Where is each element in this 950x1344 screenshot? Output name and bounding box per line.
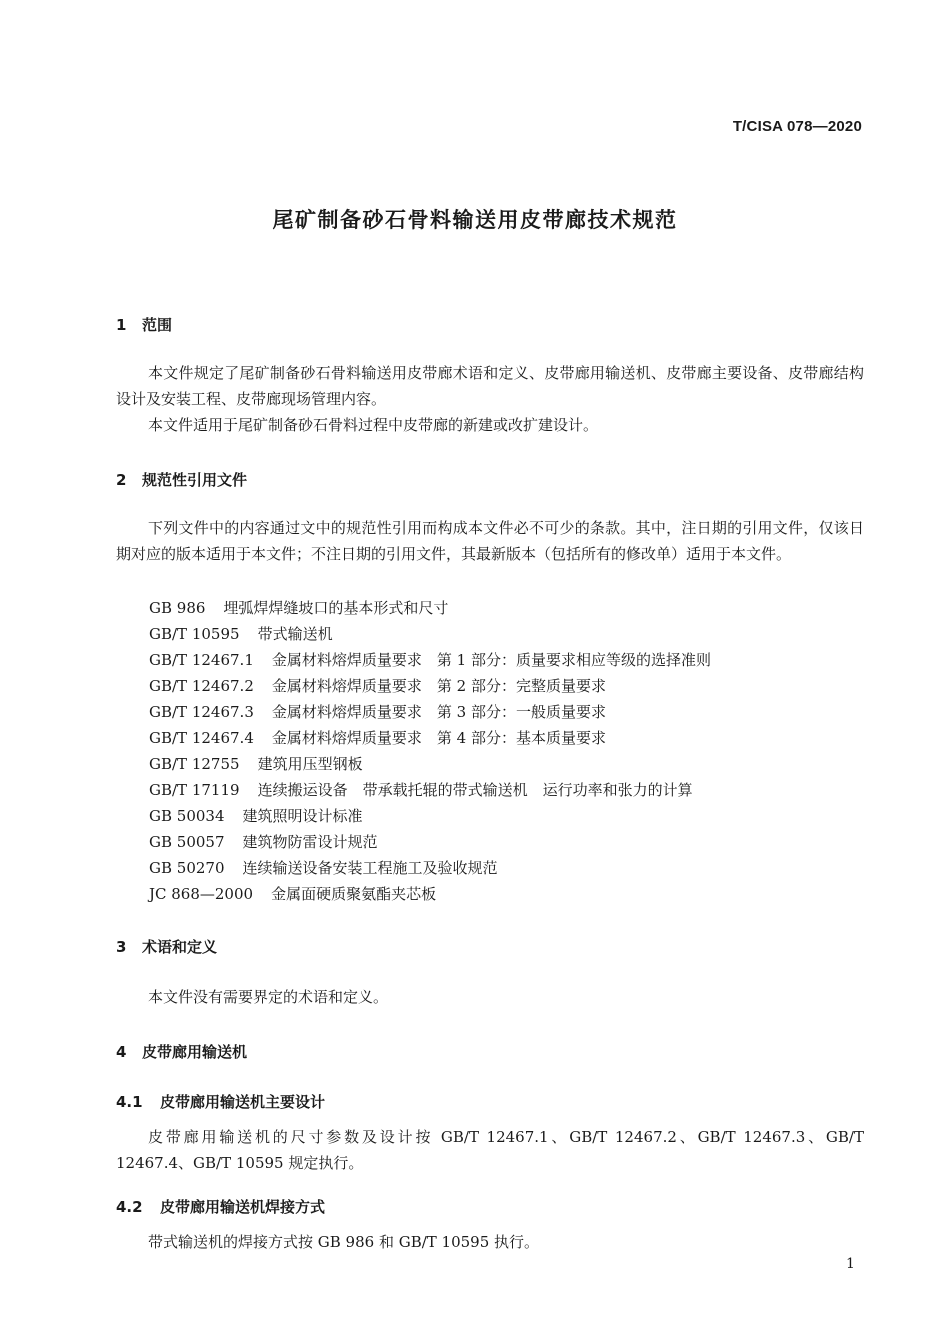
document-code: T/CISA 078—2020 xyxy=(732,118,862,135)
section-title: 术语和定义 xyxy=(142,938,218,956)
reference-title: 建筑照明设计标准 xyxy=(242,807,363,825)
reference-code: GB 986 xyxy=(149,599,206,617)
reference-code: JC 868—2000 xyxy=(149,885,254,903)
section-1-paragraph-1: 本文件规定了尾矿制备砂石骨料输送用皮带廊术语和定义、皮带廊用输送机、皮带廊主要设备、皮带廊结构设计及安装工程、皮带廊现场管理内容。 xyxy=(116,364,864,408)
reference-title: 金属材料熔焊质量要求 第 4 部分：基本质量要求 xyxy=(271,729,606,747)
reference-title: 金属材料熔焊质量要求 第 3 部分：一般质量要求 xyxy=(271,703,606,721)
reference-code: GB/T 12467.3 xyxy=(149,703,254,721)
section-1-heading xyxy=(116,314,172,335)
reference-item xyxy=(149,621,711,647)
reference-code: GB 50034 xyxy=(149,807,225,825)
section-1-paragraph-2: 本文件适用于尾矿制备砂石骨料过程中皮带廊的新建或改扩建设计。 xyxy=(148,416,599,434)
section-number: 4 xyxy=(116,1043,127,1061)
reference-code: GB/T 10595 xyxy=(149,625,240,643)
section-4-heading xyxy=(116,1041,247,1062)
reference-item xyxy=(149,751,711,777)
reference-title: 带式输送机 xyxy=(257,625,333,643)
reference-item xyxy=(149,595,711,621)
section-number: 2 xyxy=(116,471,127,489)
section-4-2-heading xyxy=(116,1196,325,1217)
normative-references-list xyxy=(149,595,711,907)
reference-code: GB/T 12467.2 xyxy=(149,677,254,695)
reference-title: 埋弧焊焊缝坡口的基本形式和尺寸 xyxy=(223,599,449,617)
reference-item xyxy=(149,777,711,803)
reference-code: GB/T 12755 xyxy=(149,755,240,773)
section-title: 皮带廊用输送机主要设计 xyxy=(160,1093,326,1111)
reference-item xyxy=(149,673,711,699)
reference-code: GB 50270 xyxy=(149,859,225,877)
reference-item xyxy=(149,855,711,881)
reference-title: 金属材料熔焊质量要求 第 1 部分：质量要求相应等级的选择准则 xyxy=(271,651,711,669)
section-title: 规范性引用文件 xyxy=(142,471,248,489)
reference-code: GB/T 12467.1 xyxy=(149,651,254,669)
section-number: 4.1 xyxy=(116,1093,143,1111)
reference-title: 建筑物防雷设计规范 xyxy=(242,833,378,851)
reference-item xyxy=(149,647,711,673)
section-number: 3 xyxy=(116,938,127,956)
reference-title: 连续输送设备安装工程施工及验收规范 xyxy=(242,859,498,877)
reference-title: 连续搬运设备 带承载托辊的带式输送机 运行功率和张力的计算 xyxy=(257,781,693,799)
document-title: 尾矿制备砂石骨料输送用皮带廊技术规范 xyxy=(272,208,678,232)
section-title: 范围 xyxy=(142,316,173,334)
section-number: 1 xyxy=(116,316,127,334)
section-2-heading xyxy=(116,469,247,490)
section-4-1-heading xyxy=(116,1091,325,1112)
reference-item xyxy=(149,881,711,907)
section-2-paragraph-1: 下列文件中的内容通过文中的规范性引用而构成本文件必不可少的条款。其中，注日期的引用文件，仅该日期对应的版本适用于本文件；不注日期的引用文件，其最新版本（包括所有的修改单）适用于本文件。 xyxy=(116,519,864,563)
reference-title: 金属材料熔焊质量要求 第 2 部分：完整质量要求 xyxy=(271,677,606,695)
reference-title: 建筑用压型钢板 xyxy=(257,755,363,773)
reference-item xyxy=(149,699,711,725)
reference-title: 金属面硬质聚氨酯夹芯板 xyxy=(271,885,437,903)
reference-item xyxy=(149,829,711,855)
section-3-paragraph-1: 本文件没有需要界定的术语和定义。 xyxy=(148,988,389,1006)
reference-item xyxy=(149,803,711,829)
reference-item xyxy=(149,725,711,751)
section-title: 皮带廊用输送机焊接方式 xyxy=(160,1198,326,1216)
reference-code: GB/T 17119 xyxy=(149,781,240,799)
section-4-2-paragraph-1: 带式输送机的焊接方式按 GB 986 和 GB/T 10595 执行。 xyxy=(148,1233,540,1251)
section-title: 皮带廊用输送机 xyxy=(142,1043,248,1061)
reference-code: GB 50057 xyxy=(149,833,225,851)
section-number: 4.2 xyxy=(116,1198,143,1216)
page-number: 1 xyxy=(846,1256,855,1272)
section-3-heading xyxy=(116,936,217,957)
section-4-1-paragraph-1: 皮带廊用输送机的尺寸参数及设计按 GB/T 12467.1、GB/T 12467.2、GB/T 12467.3、GB/T 12467.4、GB/T 10595 规定执行。 xyxy=(116,1128,864,1172)
reference-code: GB/T 12467.4 xyxy=(149,729,254,747)
